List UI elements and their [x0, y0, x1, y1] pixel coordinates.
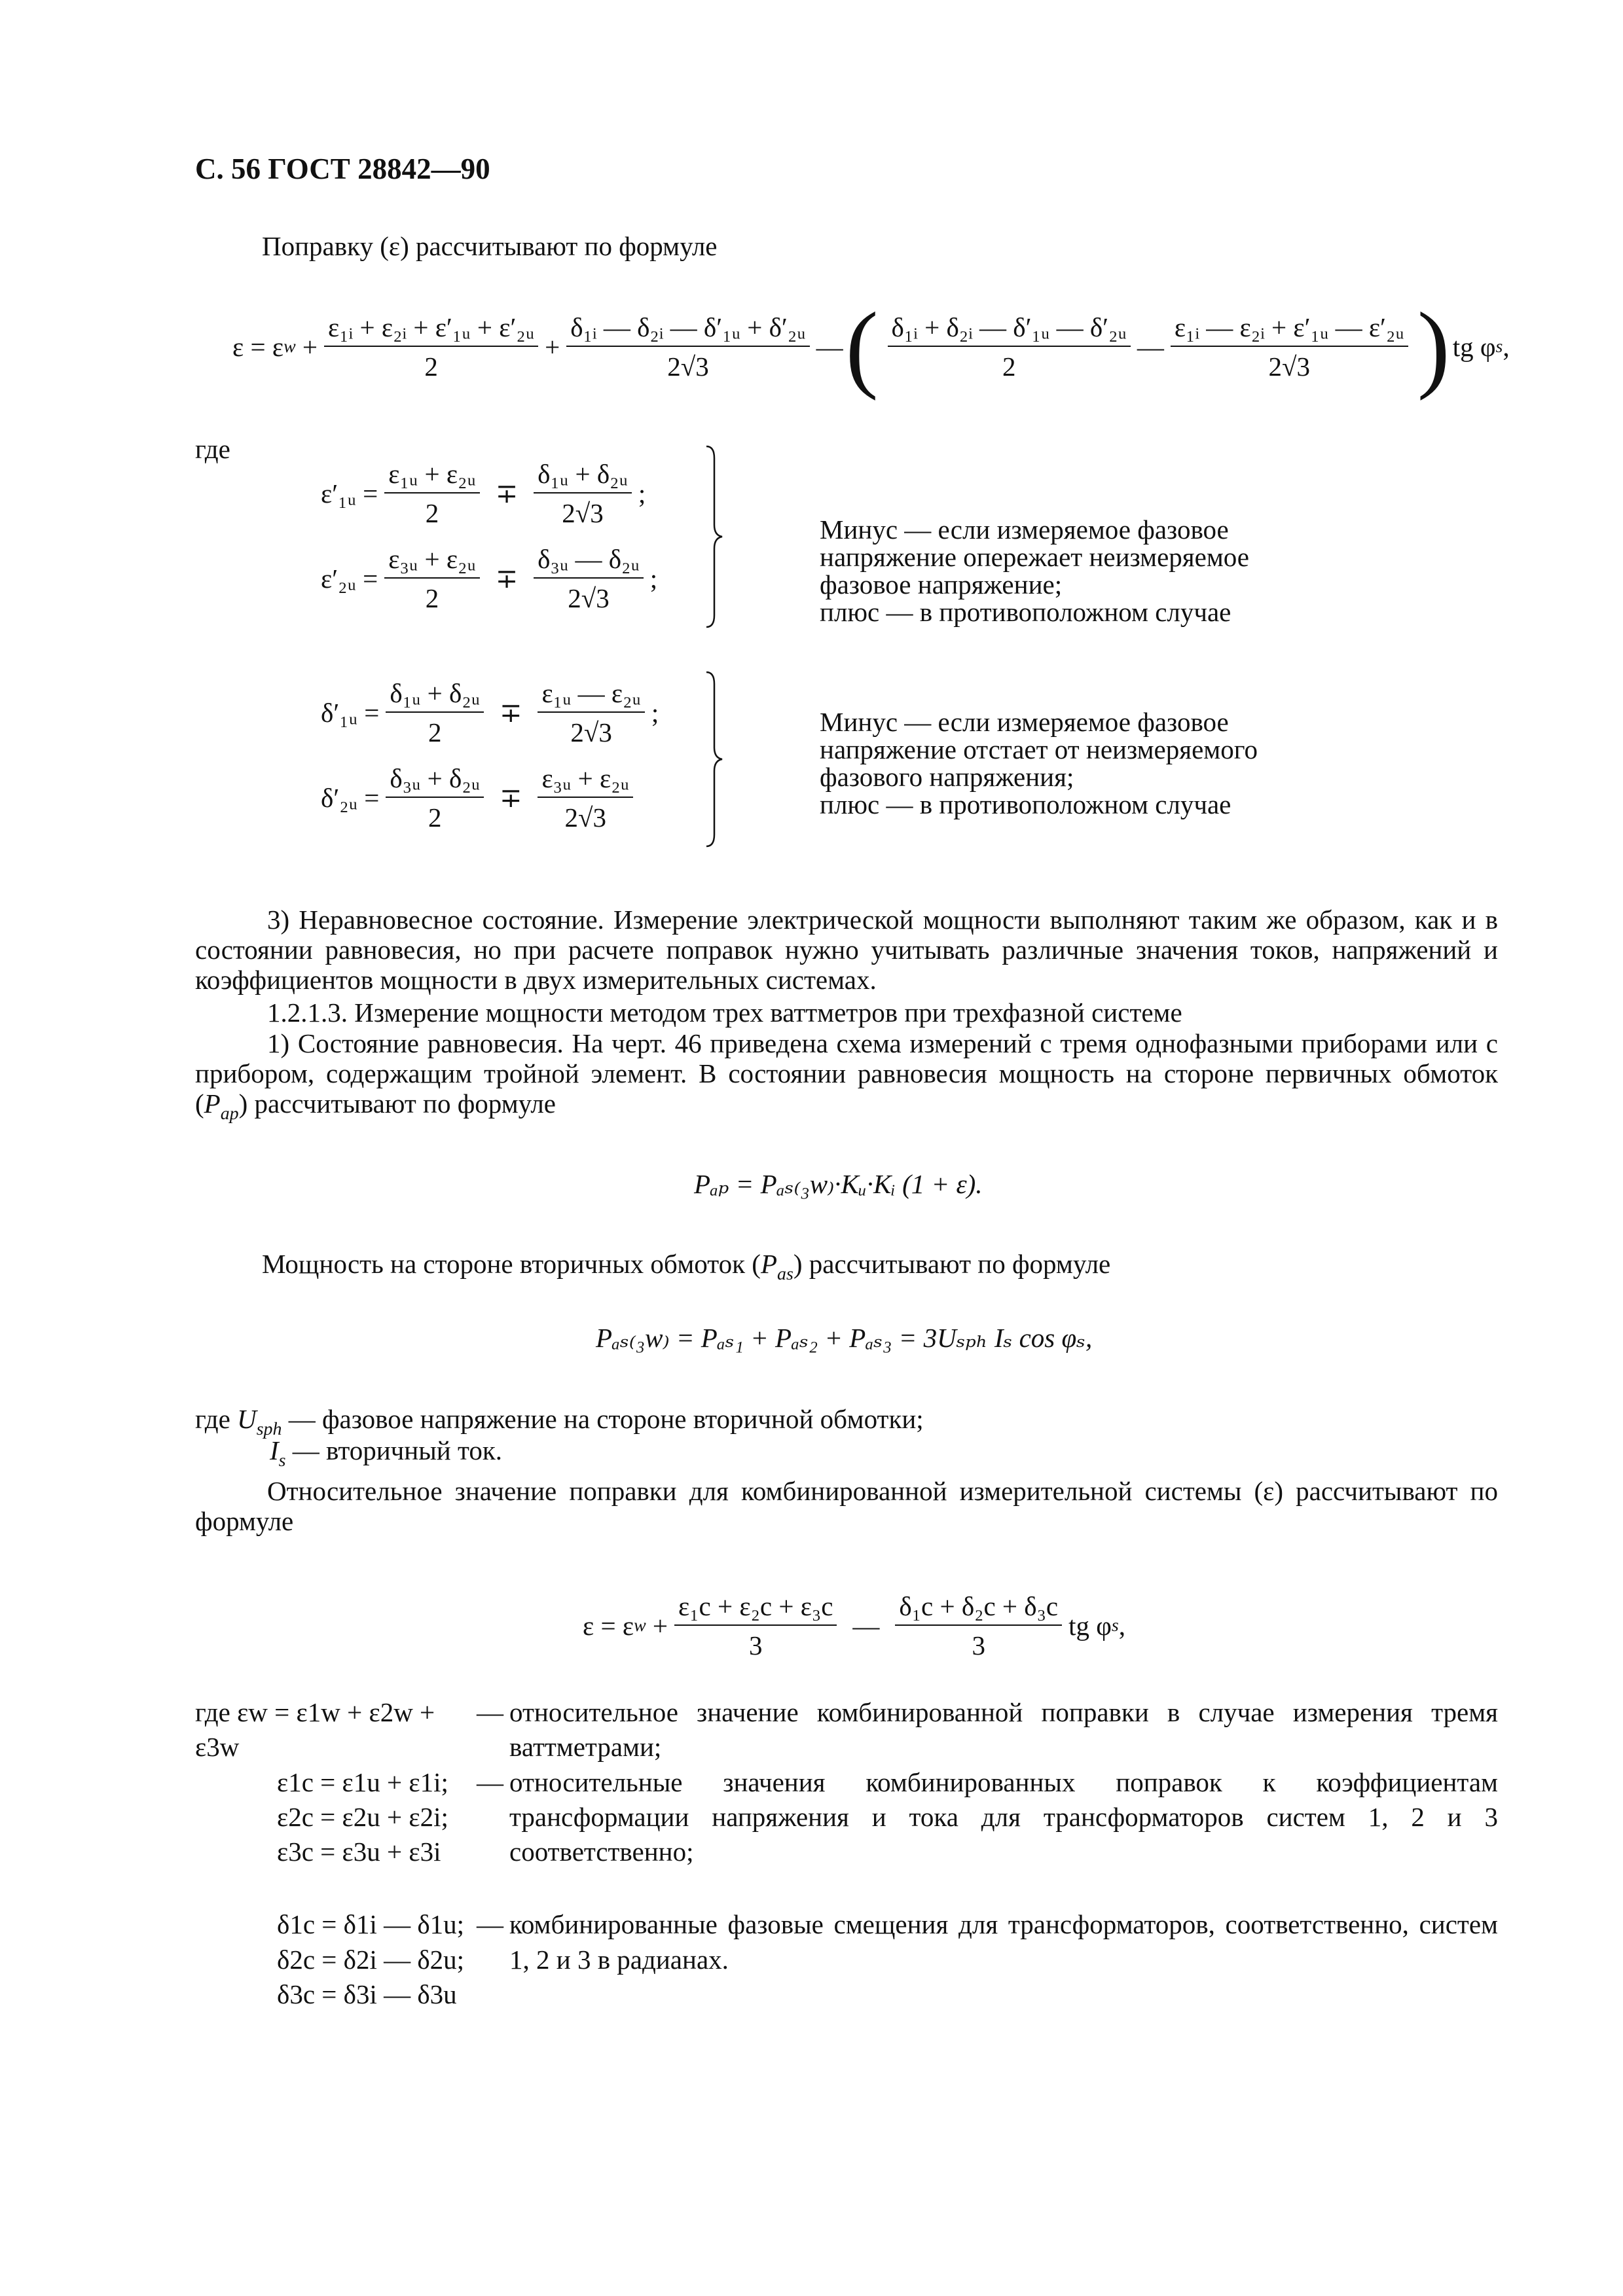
delta-prime-1u-formula: δ′₁ᵤ = $\frac{\text{δ₁ᵤ + δ₂ᵤ}}{2}$ ∓ $\frac{\text{ε₁ᵤ — ε₂ᵤ}}{2√3}$ ; [321, 678, 659, 747]
where-label: где [195, 434, 230, 464]
section-heading-1-2-1-3: 1.2.1.3. Измерение мощности методом трех ваттметров при трехфазной системе [267, 997, 1182, 1028]
def-row-eps3c: ε3c = ε3u + ε3i [277, 1837, 441, 1867]
group1-formulas [321, 458, 657, 614]
right-brace-1 [704, 445, 723, 628]
where-usph: где $U_{sph}$ — фазовое напряжение на стороне вторичной обмотки; [195, 1404, 924, 1439]
page-header: С. 56 ГОСТ 28842—90 [195, 152, 490, 185]
def-row-eps2c: ε2c = ε2u + ε2i; [277, 1801, 448, 1832]
paragraph-secondary-power: Мощность на стороне вторичных обмоток $(P_{as})$ рассчитывают по формуле [262, 1249, 1111, 1284]
intro-paragraph: Поправку (ε) рассчитывают по формуле [262, 231, 718, 261]
paragraph-nonequilibrium: 3) Неравновесное состояние. Измерение электрической мощности выполняют таким же образом, как и в состоянии равновесия, но при расчете поправок нужно учитывать различные значения токов, напряжений и коэффициентов мощности в двух измерительных системах. [195, 905, 1498, 995]
formula-epsilon-three-wattmeter: ε = ε w + $\frac{\text{ε₁c + ε₂c + ε₃c}}{3}$ — $\frac{\text{δ₁c + δ₂c + δ₃c}}{3}$ tg φ s , [583, 1591, 1126, 1660]
def-row-delta2c: δ2c = δ2i — δ2u; [277, 1944, 465, 1975]
formula-epsilon-two-wattmeter: ε = ε w + $\frac{\text{ε₁ᵢ + ε₂ᵢ + ε′₁ᵤ + ε′₂ᵤ}}{2}$ + $\frac{\text{δ₁ᵢ — δ₂ᵢ — δ′₁ᵤ + δ′₂ᵤ}}{2√3}$ — ( $\frac{\text{δ₁ᵢ + δ₂ᵢ — δ′₁ᵤ — δ′₂ᵤ}}{2}$ — $\frac{\text{ε₁ᵢ — ε₂ᵢ + ε′₁ᵤ — ε′₂ᵤ}}{2√3}$ ) tg φ s , [232, 293, 1510, 401]
def-row-eps1c: ε1c = ε1u + ε1i; — относительные значения комбинированных поправок к коэффициентам трансформации напряжения и тока для трансформаторов систем 1, 2 и 3 соответственно; [277, 1767, 1498, 1867]
paragraph-equilibrium: 1) Состояние равновесия. На черт. 46 приведена схема измерений с тремя однофазными приборами или с прибором, содержащим тройной элемент. В состоянии равновесия мощность на стороне первичных обмоток $(P_{ap})$ рассчитывают по формуле [195, 1028, 1498, 1124]
formula-primary-power: Pₐₚ = Pₐₛ₍₃w₎·Kᵤ·Kᵢ (1 + ε). [694, 1169, 983, 1199]
delta-prime-2u-formula: δ′₂ᵤ = $\frac{\text{δ₃ᵤ + δ₂ᵤ}}{2}$ ∓ $\frac{\text{ε₃ᵤ + ε₂ᵤ}}{2√3}$ [321, 762, 659, 833]
where-is: $I_s$ — вторичный ток. [270, 1435, 503, 1471]
definitions-list [195, 1695, 1498, 2012]
group2-formulas [321, 677, 659, 833]
formula-secondary-power: Pₐₛ₍₃w₎ = Pₐₛ₁ + Pₐₛ₂ + Pₐₛ₃ = 3Uₛₚₕ Iₛ cos φₛ, [596, 1323, 1093, 1353]
def-row-epsw: где εw = ε1w + ε2w + ε3w — относительное значение комбинированной поправки в случае измерения тремя ваттметрами; [195, 1697, 1498, 1763]
eps-prime-2u-formula: ε′₂ᵤ = $\frac{\text{ε₃ᵤ + ε₂ᵤ}}{2}$ ∓ $\frac{\text{δ₃ᵤ — δ₂ᵤ}}{2√3}$ ; [321, 544, 658, 613]
group2-note: Минус — если измеряемое фазовое напряжение отстает от неизмеряемого фазового напряжения; плюс — в противоположном случае [820, 707, 1258, 819]
def-row-delta1c: δ1c = δ1i — δ1u; — комбинированные фазовые смещения для трансформаторов, соответственно, систем 1, 2 и 3 в радианах. [277, 1909, 1498, 1975]
eps-prime-1u-formula: ε′₁ᵤ = $\frac{\text{ε₁ᵤ + ε₂ᵤ}}{2}$ ∓ $\frac{\text{δ₁ᵤ + δ₂ᵤ}}{2√3}$ ; [321, 459, 646, 528]
def-row-delta3c: δ3c = δ3i — δ3u [277, 1979, 457, 2010]
paragraph-combined-correction: Относительное значение поправки для комбинированной измерительной системы (ε) рассчитывают по формуле [195, 1476, 1498, 1536]
right-brace-2 [704, 671, 723, 848]
group1-note: Минус — если измеряемое фазовое напряжение опережает неизмеряемое фазовое напряжение; плюс — в противоположном случае [820, 514, 1249, 627]
